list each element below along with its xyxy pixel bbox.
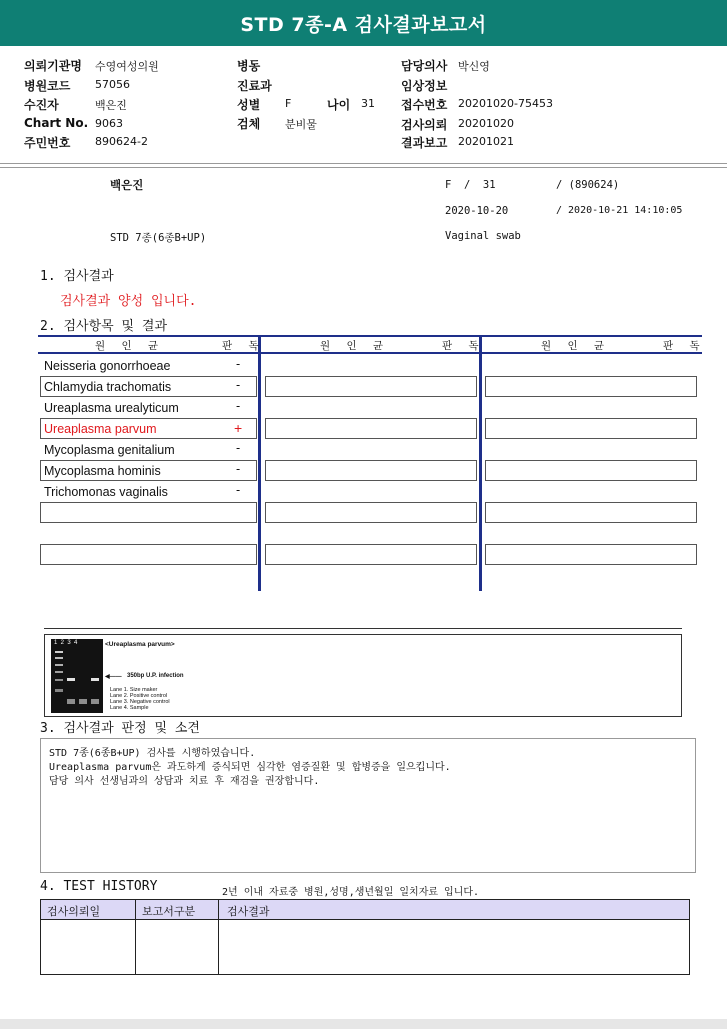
opinion-line: STD 7종(6종B+UP) 검사를 시행하였습니다. [49, 748, 256, 759]
report-date-value: 20201021 [458, 135, 514, 148]
table-top-rule [38, 335, 702, 337]
doctor-value: 박신영 [458, 60, 490, 73]
request-date-value: 20201020 [458, 117, 514, 130]
gel-title: <Ureaplasma parvum> [105, 641, 175, 648]
summary-name: 백은진 [110, 178, 144, 192]
organism-name: Ureaplasma urealyticum [44, 401, 179, 415]
history-header-date: 검사의뢰일 [47, 905, 101, 918]
request-date-label: 검사의뢰 [401, 118, 448, 132]
resident-no-value: 890624-2 [95, 135, 148, 148]
organism-result: - [236, 483, 241, 497]
table-cell [265, 376, 477, 397]
summary-test-name: STD 7종(6종B+UP) [110, 232, 207, 244]
opinion-line: 담당 의사 선생님과의 상담과 치료 후 재검을 권장합니다. [49, 776, 320, 787]
table-cell [485, 544, 697, 565]
specimen-value: 분비물 [285, 118, 317, 131]
institution-value: 수영여성의원 [95, 60, 159, 73]
institution-label: 의뢰기관명 [24, 59, 82, 73]
table-column-divider [479, 335, 482, 591]
opinion-line: Ureaplasma parvum은 과도하게 증식되면 심각한 염증질환 및 합병증을 일으킵니다. [49, 762, 451, 773]
organism-result: - [236, 378, 241, 392]
divider [0, 163, 727, 164]
organism-name: Mycoplasma genitalium [44, 443, 175, 457]
gel-band-arrow-icon: ◀—— [105, 674, 122, 680]
resident-no-label: 주민번호 [24, 136, 71, 150]
organism-result: - [236, 357, 241, 371]
divider [0, 167, 727, 168]
gel-legend-line: Lane 3. Negative control [110, 699, 170, 705]
summary-sex-age: F / 31 [445, 179, 496, 191]
age-value: 31 [361, 97, 375, 110]
history-header-result: 검사결과 [227, 905, 270, 918]
gel-band-label: 350bp U.P. infection [127, 673, 184, 679]
table-cell [265, 460, 477, 481]
organism-name: Chlamydia trachomatis [44, 380, 172, 394]
column-header-organism: 원 인 균 [320, 340, 389, 352]
gel-photo [51, 639, 103, 713]
positive-result-text: 검사결과 양성 입니다. [60, 294, 197, 309]
organism-result: - [236, 441, 241, 455]
table-cell [40, 544, 257, 565]
history-note: 2년 이내 자료중 병원,성명,생년월일 일치자료 입니다. [222, 887, 480, 898]
table-cell [485, 502, 697, 523]
bottom-bar [0, 1019, 727, 1029]
table-cell [40, 502, 257, 523]
table-column-divider [258, 335, 261, 591]
sex-label: 성별 [237, 98, 261, 112]
table-cell [265, 418, 477, 439]
column-header-organism: 원 인 균 [95, 340, 164, 352]
history-col-divider [218, 899, 219, 975]
organism-name: Neisseria gonorrhoeae [44, 359, 171, 373]
history-header-type: 보고서구분 [142, 905, 196, 918]
section4-title: 4. TEST HISTORY [40, 879, 158, 894]
hospital-code-label: 병원코드 [24, 79, 71, 93]
receipt-no-value: 20201020-75453 [458, 97, 553, 110]
history-col-divider [135, 899, 136, 975]
column-header-judgement: 판 독 [442, 340, 484, 352]
column-header-judgement: 판 독 [222, 340, 264, 352]
history-header-row [40, 899, 690, 920]
section3-title: 3. 검사결과 판정 및 소견 [40, 721, 200, 736]
summary-birth: / (890624) [556, 179, 620, 191]
clinical-info-label: 임상정보 [401, 79, 448, 93]
section1-title: 1. 검사결과 [40, 269, 114, 284]
column-header-organism: 원 인 균 [541, 340, 610, 352]
summary-specimen: Vaginal swab [445, 230, 521, 242]
organism-result: - [236, 399, 241, 413]
gel-legend-line: Lane 1. Size maker [110, 687, 158, 693]
summary-date1: 2020-10-20 [445, 205, 509, 217]
gel-top-rule [44, 628, 682, 629]
sex-value: F [285, 97, 292, 110]
gel-legend-line: Lane 4. Sample [110, 705, 149, 711]
summary-date2: / 2020-10-21 14:10:05 [556, 205, 683, 216]
organism-result-positive: + [234, 420, 243, 436]
gel-lane-numbers: 1 2 3 4 [54, 640, 78, 646]
doctor-label: 담당의사 [401, 59, 448, 73]
chart-no-label: Chart No. [24, 116, 89, 130]
table-cell [265, 544, 477, 565]
receipt-no-label: 접수번호 [401, 98, 448, 112]
organism-name: Trichomonas vaginalis [44, 485, 168, 499]
organism-name-positive: Ureaplasma parvum [44, 422, 157, 436]
patient-label: 수진자 [24, 98, 59, 112]
ward-label: 병동 [237, 59, 261, 73]
age-label: 나이 [327, 98, 351, 112]
chart-no-value: 9063 [95, 117, 123, 130]
organism-name: Mycoplasma hominis [44, 464, 161, 478]
dept-label: 진료과 [237, 79, 272, 93]
gel-image-panel [44, 634, 682, 717]
report-title: STD 7종-A 검사결과보고서 [240, 14, 487, 36]
specimen-label: 검체 [237, 117, 261, 131]
table-cell [485, 418, 697, 439]
gel-legend-line: Lane 2. Positive control [110, 693, 168, 699]
history-body [40, 919, 690, 975]
opinion-box [40, 738, 696, 873]
hospital-code-value: 57056 [95, 78, 130, 91]
table-cell [265, 502, 477, 523]
organism-result: - [236, 462, 241, 476]
report-date-label: 결과보고 [401, 136, 448, 150]
table-cell [485, 460, 697, 481]
patient-value: 백은진 [95, 99, 127, 112]
column-header-judgement: 판 독 [663, 340, 705, 352]
section2-title: 2. 검사항목 및 결과 [40, 319, 168, 334]
table-cell [485, 376, 697, 397]
